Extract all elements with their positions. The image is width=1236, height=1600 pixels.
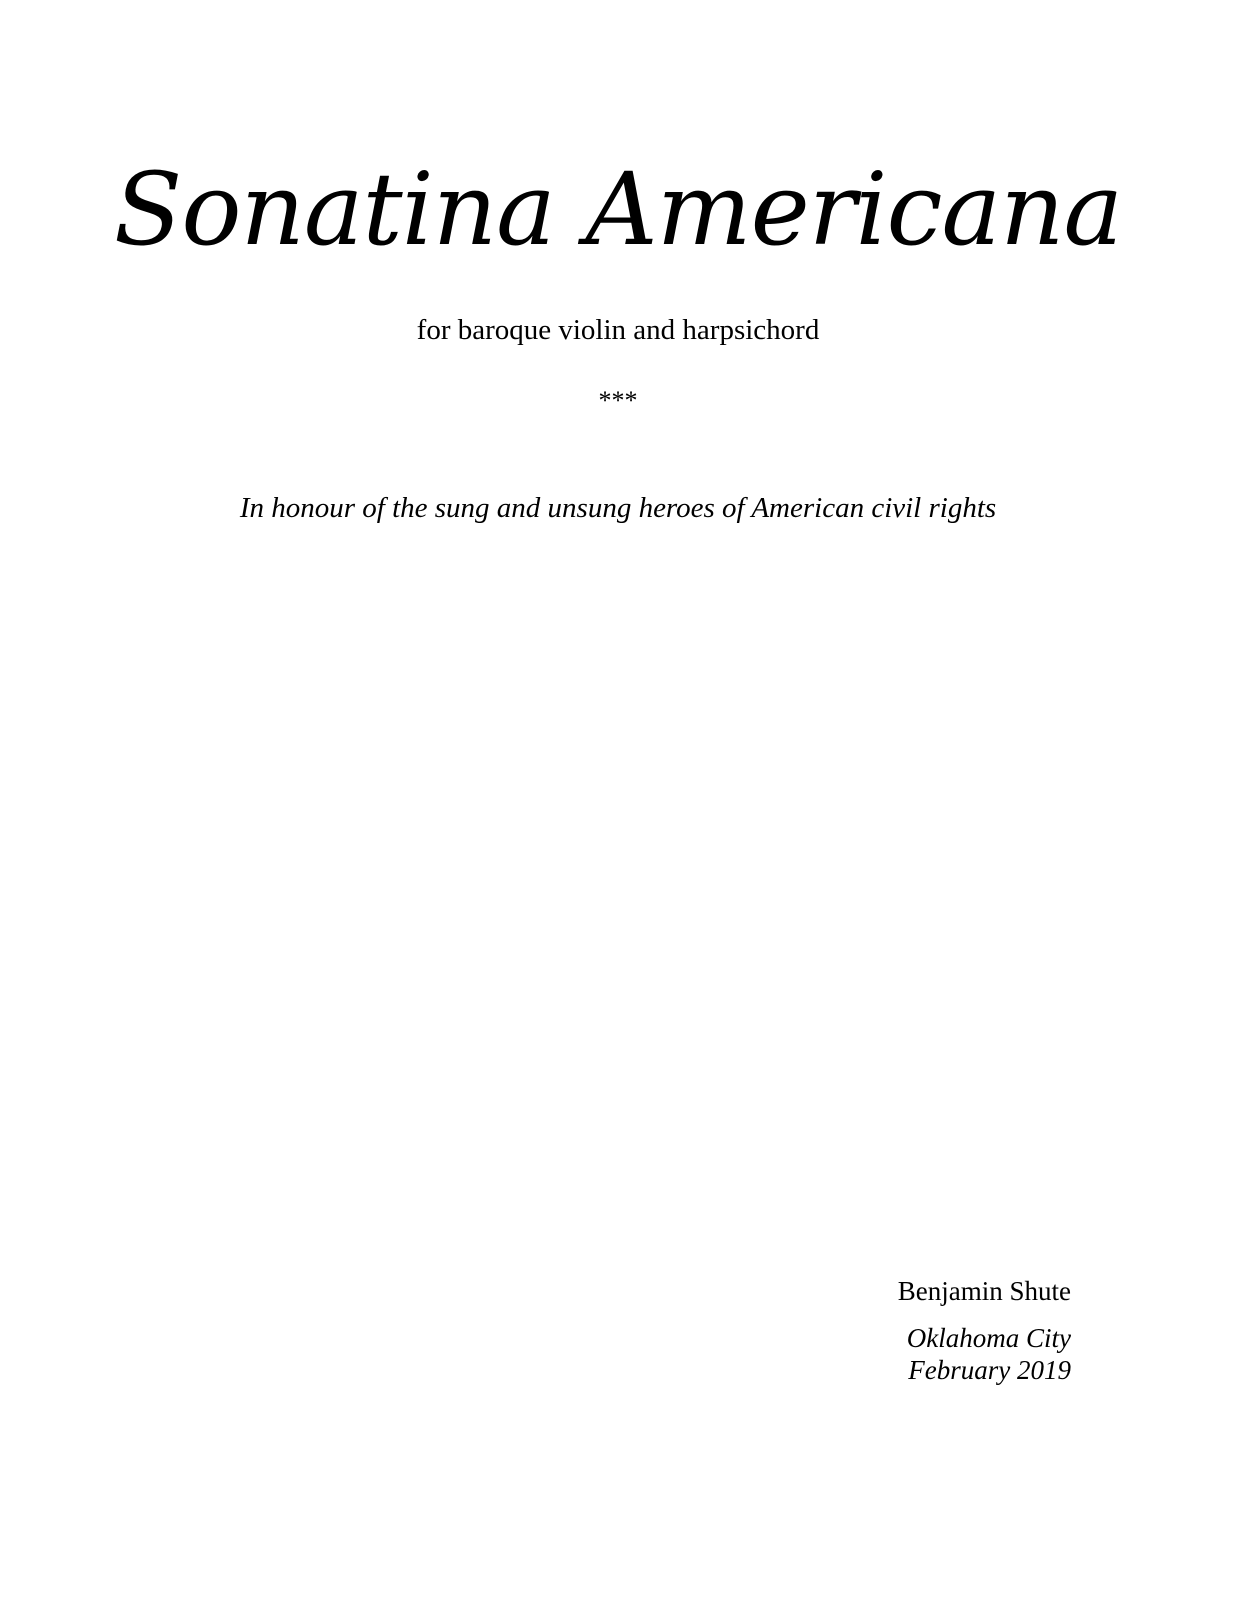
page-title: Sonatina Americana: [113, 151, 1123, 268]
composition-date: February 2019: [908, 1355, 1071, 1385]
separator: ***: [598, 386, 638, 415]
dedication: In honour of the sung and unsung heroes of American civil rights: [239, 492, 997, 524]
composition-place: Oklahoma City: [906, 1323, 1071, 1353]
composer-name: Benjamin Shute: [897, 1276, 1071, 1306]
instrumentation-subtitle: for baroque violin and harpsichord: [416, 314, 820, 346]
